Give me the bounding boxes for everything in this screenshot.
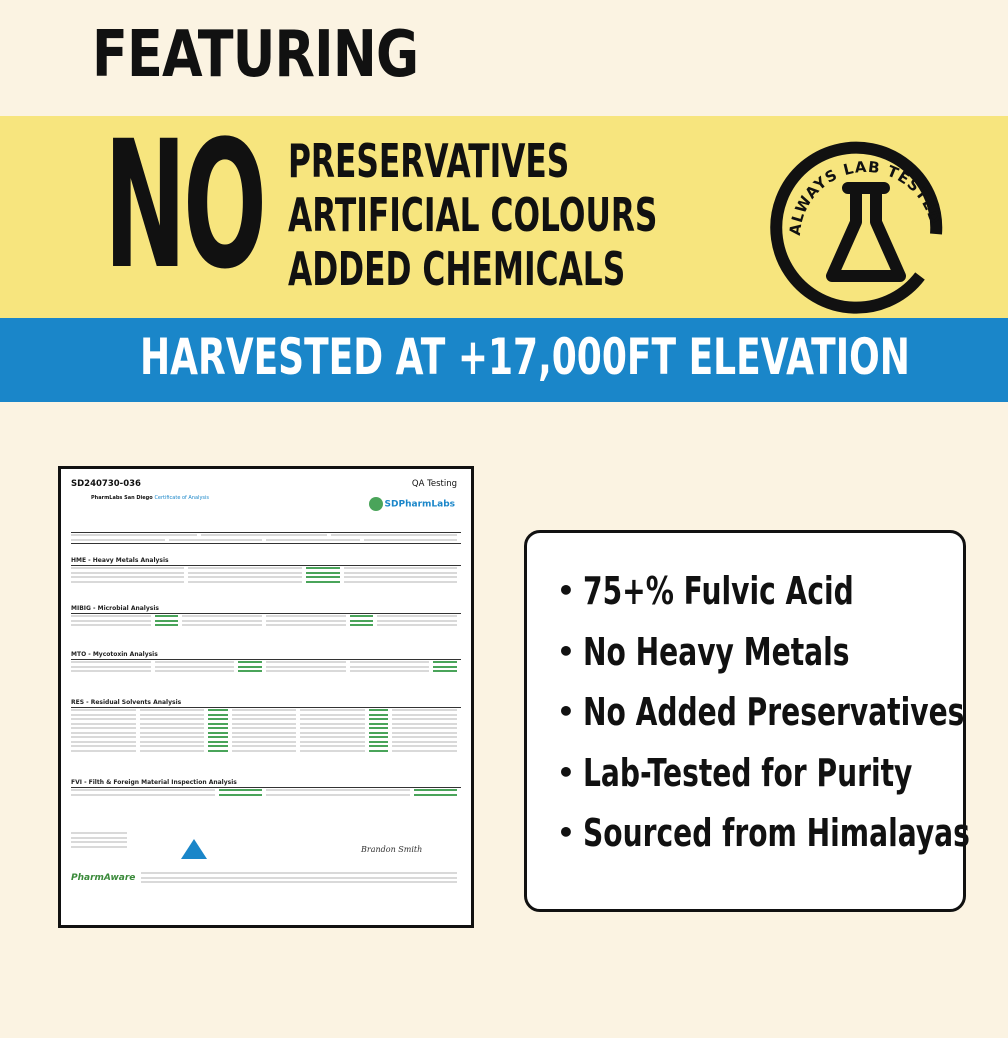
bullet-icon: • [557, 755, 575, 789]
cert-section-title: FVI - Filth & Foreign Material Inspection Analysis [71, 779, 237, 786]
no-item-artificial-colours: ARTIFICIAL COLOURS [288, 188, 658, 242]
cert-section-title: MTO - Mycotoxin Analysis [71, 651, 158, 658]
cert-doc-type: Certificate of Analysis [154, 495, 210, 501]
feature-text: Sourced from Himalayas [582, 811, 970, 855]
cert-id: SD240730-036 [71, 479, 141, 489]
cert-lab-logo [369, 497, 455, 511]
cert-footnote [141, 871, 461, 886]
feature-item [557, 751, 1008, 812]
feature-text: No Heavy Metals [582, 629, 850, 674]
lab-logo-icon [369, 497, 383, 511]
feature-text: Lab-Tested for Purity [582, 750, 913, 795]
bullet-icon: • [557, 574, 575, 607]
lab-logo-text: SDPharmLabs [384, 499, 455, 510]
cert-section-mto [71, 651, 461, 675]
flask-icon [832, 188, 900, 276]
elevation-banner: HARVESTED AT +17,000FT ELEVATION [140, 328, 910, 386]
bullet-icon: • [557, 634, 575, 668]
badge-text-path: ALWAYS LAB TESTED [785, 157, 945, 237]
cert-lab-name [91, 495, 209, 501]
feature-item [557, 569, 1008, 630]
certificate-of-analysis [58, 466, 474, 928]
cert-qa-label: QA Testing [411, 479, 457, 489]
no-list [288, 134, 831, 296]
cert-section-title: HME - Heavy Metals Analysis [71, 557, 169, 564]
features-list [557, 569, 1008, 872]
bullet-icon: • [557, 816, 575, 849]
no-item-preservatives: PRESERVATIVES [288, 134, 570, 188]
cert-section-hme [71, 557, 461, 585]
cert-section-res [71, 699, 461, 754]
feature-item [557, 811, 1008, 872]
no-item-added-chemicals: ADDED CHEMICALS [288, 242, 626, 296]
cert-header-lines [71, 531, 461, 545]
bullet-icon: • [557, 695, 575, 728]
lab-tested-badge [768, 126, 964, 322]
accreditation-logo [179, 837, 209, 861]
pharmaware-logo: PharmAware [71, 873, 136, 883]
feature-text: 75+% Fulvic Acid [582, 569, 854, 613]
cert-section-mibig [71, 605, 461, 629]
no-word: NO [104, 103, 264, 308]
cert-lab-name-text: PharmLabs San Diego [91, 495, 153, 501]
cert-section-title: RES - Residual Solvents Analysis [71, 699, 182, 706]
feature-item [557, 690, 1008, 751]
feature-item [557, 630, 1008, 691]
cert-section-fvi [71, 779, 461, 798]
cert-signature: Brandon Smith [361, 845, 423, 854]
featuring-heading: FEATURING [92, 18, 419, 92]
feature-text: No Added Preservatives [582, 690, 965, 734]
features-box [524, 530, 970, 912]
cert-section-title: MIBIG - Microbial Analysis [71, 605, 159, 612]
